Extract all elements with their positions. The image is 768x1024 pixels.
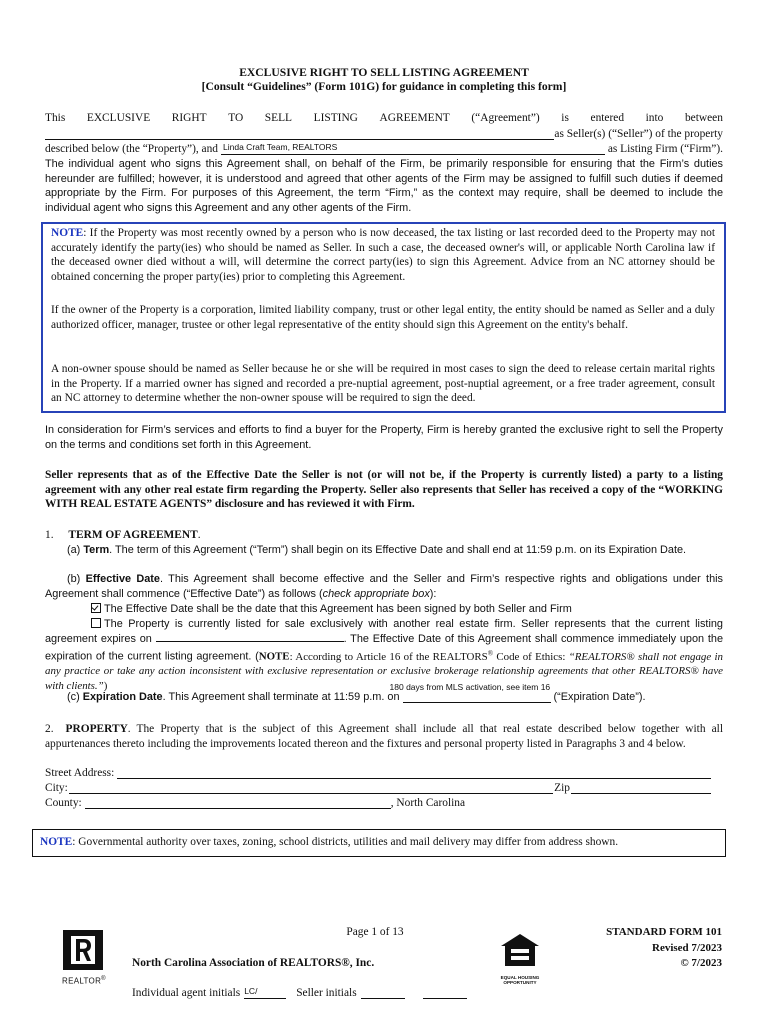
intro-word: LISTING (313, 112, 358, 124)
form-title: EXCLUSIVE RIGHT TO SELL LISTING AGREEMENT (239, 66, 529, 79)
section-text: . The Property that is the subject of this Agreement shall include all that real estate described below together with all appurtenances thereto including the improvements located thereon and the fixtures and personal property listed in Paragraphs 3 and 4 below. (45, 723, 723, 750)
equal-housing-text: EQUAL HOUSING OPPORTUNITY (500, 974, 540, 985)
city-zip-line (45, 781, 711, 796)
clause-text: . This Agreement shall become effective and the Seller and Firm’s respective rights and obligations under this Agreement shall commence (“Effective Date”) as follows ( (45, 573, 723, 600)
note-paragraph-2: If the owner of the Property is a corporation, limited liability company, trust or other legal entity, the entity should be named as Seller and a duly authorized officer, manager, trustee or other legal representative of the entity should sign this Agreement on the entity's behalf. (51, 304, 715, 331)
expiration-date-value: 180 days from MLS activation, see item 16 (389, 682, 551, 692)
clause-title: Expiration Date (82, 691, 163, 704)
seller-initials-field-2[interactable] (423, 986, 467, 999)
intro-line-3 (45, 142, 723, 157)
form-id-block (560, 925, 722, 972)
zip-field[interactable] (571, 782, 711, 794)
intro-line-1 (45, 111, 723, 126)
agent-initials-label: Individual agent initials (132, 987, 241, 1000)
intro-word: TO (228, 112, 244, 124)
page-number: Page 1 of 13 (346, 926, 404, 938)
section-title: PROPERTY (65, 723, 128, 735)
section-1-heading: 1. TERM OF AGREEMENT. (45, 529, 201, 541)
note-2-text-line (40, 835, 618, 850)
seller-name-field[interactable] (45, 128, 554, 140)
option-1-text: The Effective Date shall be the date that this Agreement has been signed by both Seller and Firm (104, 603, 572, 615)
intro-word: entered (590, 112, 625, 124)
listing-firm-text: as Listing Firm (“Firm”). (607, 143, 723, 156)
street-address-label: Street Address: (45, 767, 115, 779)
state-text: , North Carolina (390, 797, 466, 809)
seller-initials-label: Seller initials (296, 987, 357, 1000)
seller-initials-field-1[interactable] (361, 986, 405, 999)
note-text: : If the Property was most recently owned by a person who is now deceased, the tax listing or last recorded deed to the Property may not accurately identify the party(ies) who should be named as Seller. In such a case, the deceased owner's will, or applicable North Carolina law if the deceased owner died without a will, will determine the correct party(ies) to sign this Agreement. Advice from an NC attorney should be obtained concerning the proper party(ies) prior to completing this Agreement. (51, 227, 715, 283)
realtor-code-quote: “REALTORS® shall not engage in any practice or take any action inconsistent with exclusive representation or exclusive brokerage relationship agreements that other REALTORS® have with clients.” (45, 650, 723, 692)
checkbox-checked-icon[interactable] (91, 603, 101, 613)
section-number: 2. (45, 723, 54, 735)
option-2-text-c: : According to Article 16 of the REALTORS (289, 650, 488, 663)
option-2-text-b: . The Effective Date of this Agreement shall commence immediately upon the expiration of the current listing agreement. ( (45, 632, 724, 663)
street-address-line (45, 766, 711, 781)
expiration-date-field[interactable] (389, 682, 551, 703)
property-described-text: described below (the “Property”), and (45, 143, 219, 156)
seller-role-text: as Seller(s) (“Seller”) of the property (554, 128, 723, 140)
firm-name-value: Linda Craft Team, REALTORS (223, 142, 338, 152)
intro-paragraph: The individual agent who signs this Agreement shall, on behalf of the Firm, be primarily responsible for ensuring that the Firm’s duties hereunder are fulfilled; however, it is understood and agreed that other agents of the Firm may be assigned to fulfill such duties if deemed appropriate by the Firm. For purposes of this Agreement, the term “Firm,” as the context may require, shall be deemed to include the individual agent who signs this Agreement and any other agents of the Firm. (45, 158, 723, 214)
form-number: STANDARD FORM 101 (606, 926, 722, 938)
clause-text: ): (429, 587, 437, 600)
city-field[interactable] (69, 782, 553, 794)
intro-word: is (561, 112, 569, 124)
section-title: TERM OF AGREEMENT (68, 529, 198, 541)
option-2-close: ) (103, 680, 108, 692)
note-label: NOTE (51, 227, 84, 239)
firm-name-field[interactable] (221, 142, 605, 155)
intro-word: RIGHT (171, 112, 207, 124)
section-2-paragraph (45, 722, 723, 751)
note-box-deceased-owner (41, 222, 726, 413)
clause-title: Term (83, 544, 110, 556)
current-listing-expiry-field[interactable] (156, 632, 344, 642)
clause-label: (b) (67, 573, 81, 585)
initials-line (132, 986, 467, 1001)
county-field[interactable] (85, 797, 391, 809)
county-line (45, 796, 545, 811)
street-address-field[interactable] (117, 767, 711, 779)
org-name: North Carolina Association of REALTORS®, Inc. (132, 957, 375, 969)
consideration-paragraph: In consideration for Firm’s services and efforts to find a buyer for the Property, Firm is hereby granted the exclusive right to sell the Property on the terms and conditions set forth in this Agreement. (45, 424, 723, 451)
clause-text: . The term of this Agreement (“Term”) shall begin on its Effective Date and shall end at 11:59 p.m. on its Expiration Date. (109, 544, 687, 556)
effective-date-paragraph (45, 572, 723, 601)
clause-text: . This Agreement shall terminate at 11:59 p.m. on (162, 691, 400, 704)
realtor-logo-icon (63, 930, 103, 970)
agent-initials-field[interactable] (244, 986, 286, 999)
intro-word: between (684, 112, 723, 124)
intro-word: AGREEMENT (379, 112, 450, 124)
intro-word: (“Agreement”) (471, 112, 540, 124)
copyright: © 7/2023 (680, 957, 722, 969)
expiration-date-line (67, 682, 723, 705)
clause-label: (a) (67, 544, 81, 556)
option-2-text: The Property is currently listed for sale exclusively with another real estate firm. Seller represents that the current listing agreement expires on (45, 618, 723, 645)
intro-word: EXCLUSIVE (86, 112, 151, 124)
realtor-logo-text: REALTOR® (62, 976, 106, 986)
term-paragraph (45, 543, 723, 558)
section-number: 1. (45, 529, 54, 541)
equal-housing-icon (497, 932, 543, 985)
note-label-inline: NOTE (258, 650, 290, 663)
zip-label: Zip (554, 782, 570, 794)
note-text: : Governmental authority over taxes, zoning, school districts, utilities and mail delivery may differ from address shown. (72, 836, 619, 848)
option-2-text-d: Code of Ethics: (493, 650, 569, 663)
intro-line-2 (45, 127, 723, 142)
expiration-date-tail: (“Expiration Date”). (553, 691, 646, 704)
clause-title: Effective Date (85, 573, 160, 585)
city-label: City: (45, 782, 68, 794)
note-label: NOTE (40, 836, 73, 848)
note-box-governmental (32, 829, 726, 857)
revised-date: Revised 7/2023 (652, 941, 722, 954)
county-label: County: (45, 797, 82, 809)
note-paragraph-3: A non-owner spouse should be named as Seller because he or she will be required in most cases to sign the deed to release certain marital rights in the Property. If a married owner has signed and recorded a pre-nuptial agreement, post-nuptial agreement, or a free trader agreement, consult an NC attorney to determine whether the non-owner spouse will be required to sign the deed. (51, 363, 715, 405)
form-subtitle: [Consult “Guidelines” (Form 101G) for guidance in completing this form] (201, 80, 567, 93)
realtor-word: REALTOR (62, 976, 102, 986)
agent-initials-value: LC/ (244, 986, 258, 996)
intro-word: into (645, 112, 664, 124)
intro-word: SELL (264, 112, 292, 124)
seller-representation-paragraph: Seller represents that as of the Effective Date the Seller is not (or will not be, if the Property is currently listed) a party to a listing agreement with any other real estate firm regarding the Property. Seller also represents that Seller has received a copy of the “WORKING WITH REAL ESTATE AGENTS” disclosure and has reviewed it with Firm. (45, 469, 723, 511)
intro-word: This (45, 112, 66, 124)
clause-text-italic: check appropriate box (322, 587, 430, 600)
clause-label: (c) (67, 691, 80, 704)
note-paragraph-1 (51, 226, 715, 284)
checkbox-icon[interactable] (91, 618, 101, 628)
effective-date-option-2: The Property is currently listed for sale exclusively with another real estate firm. Seller represents that the current listing agreement expires on . The Effective Date of this Agreement shall commence immediately upon the expiration of the current listing agreement. (NOTE: According to Article 16 of the REALTORS® Code of Ethics: “REALTORS® shall not engage in any practice or take any action inconsistent with exclusive representation or exclusive brokerage relationship agreements that other REALTORS® have with clients.”) (45, 618, 724, 692)
effective-date-option-1 (91, 602, 723, 617)
